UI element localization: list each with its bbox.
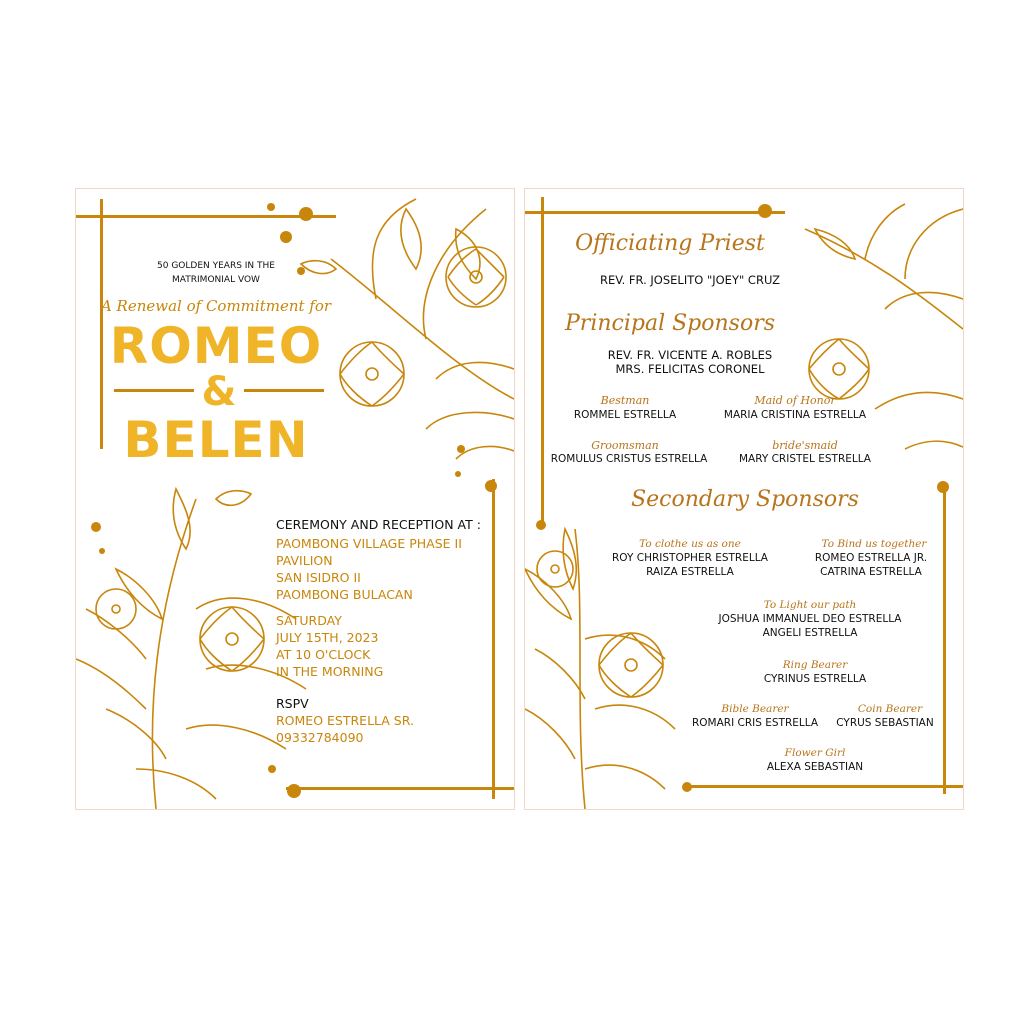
date-line: SATURDAY [276, 613, 342, 628]
venue-heading: CEREMONY AND RECEPTION AT : [276, 517, 481, 532]
bride-name: BELEN [123, 411, 309, 469]
flower-girl-name: ALEXA SEBASTIAN [766, 761, 864, 773]
officiating-name: REV. FR. JOSELITO "JOEY" CRUZ [599, 273, 781, 287]
maid-of-honor-label: Maid of Honor [754, 394, 836, 407]
ampersand-rule-left [114, 389, 194, 392]
bind-name: ROMEO ESTRELLA JR. [814, 552, 928, 564]
date-line: JULY 15TH, 2023 [276, 630, 379, 645]
groomsman-name: ROMULUS CRISTUS ESTRELLA [550, 453, 708, 465]
date-line: IN THE MORNING [276, 664, 384, 679]
venue-line: PAOMBONG VILLAGE PHASE II [276, 536, 462, 551]
officiating-heading: Officiating Priest [575, 231, 765, 256]
subtitle-line-1: 50 GOLDEN YEARS IN THE [157, 261, 275, 271]
bridesmaid-label: bride'smaid [772, 439, 838, 452]
bible-bearer-label: Bible Bearer [721, 703, 789, 715]
bind-name: CATRINA ESTRELLA [820, 566, 922, 578]
venue-line: PAOMBONG BULACAN [276, 587, 413, 602]
principal-heading: Principal Sponsors [565, 311, 776, 336]
clothe-name: ROY CHRISTOPHER ESTRELLA [612, 552, 768, 564]
groomsman-label: Groomsman [591, 439, 659, 452]
venue-line: PAVILION [276, 553, 333, 568]
light-label: To Light our path [763, 599, 857, 611]
date-line: AT 10 O'CLOCK [276, 647, 371, 662]
subtitle-line-2: MATRIMONIAL VOW [172, 275, 260, 285]
flower-girl-label: Flower Girl [784, 747, 846, 759]
light-name: JOSHUA IMMANUEL DEO ESTRELLA [718, 613, 902, 625]
bind-label: To Bind us together [821, 538, 927, 550]
principal-name: REV. FR. VICENTE A. ROBLES [607, 348, 773, 362]
rsvp-phone: 09332784090 [276, 730, 364, 745]
ampersand-rule-right [244, 389, 324, 392]
rsvp-heading: RSPV [276, 696, 309, 711]
bible-bearer-name: ROMARI CRIS ESTRELLA [691, 717, 819, 729]
venue-line: SAN ISIDRO II [276, 570, 361, 585]
invitation-front-card [75, 188, 515, 810]
ampersand: & [201, 369, 237, 415]
principal-name: MRS. FELICITAS CORONEL [615, 362, 765, 376]
script-heading: A Renewal of Commitment for [100, 297, 332, 315]
bridesmaid-name: MARY CRISTEL ESTRELLA [738, 453, 871, 465]
coin-bearer-label: Coin Bearer [857, 703, 923, 715]
maid-of-honor-name: MARIA CRISTINA ESTRELLA [723, 409, 867, 421]
bestman-label: Bestman [600, 394, 650, 407]
ring-bearer-label: Ring Bearer [782, 659, 848, 671]
secondary-heading: Secondary Sponsors [631, 487, 859, 512]
bestman-name: ROMMEL ESTRELLA [573, 409, 677, 421]
light-name: ANGELI ESTRELLA [762, 627, 858, 639]
clothe-name: RAIZA ESTRELLA [646, 566, 734, 578]
groom-name: ROMEO [109, 317, 323, 375]
invitation-back-card [524, 188, 964, 810]
rsvp-contact-name: ROMEO ESTRELLA SR. [276, 713, 414, 728]
clothe-label: To clothe us as one [639, 538, 741, 550]
ring-bearer-name: CYRINUS ESTRELLA [763, 673, 867, 685]
coin-bearer-name: CYRUS SEBASTIAN [836, 717, 934, 729]
